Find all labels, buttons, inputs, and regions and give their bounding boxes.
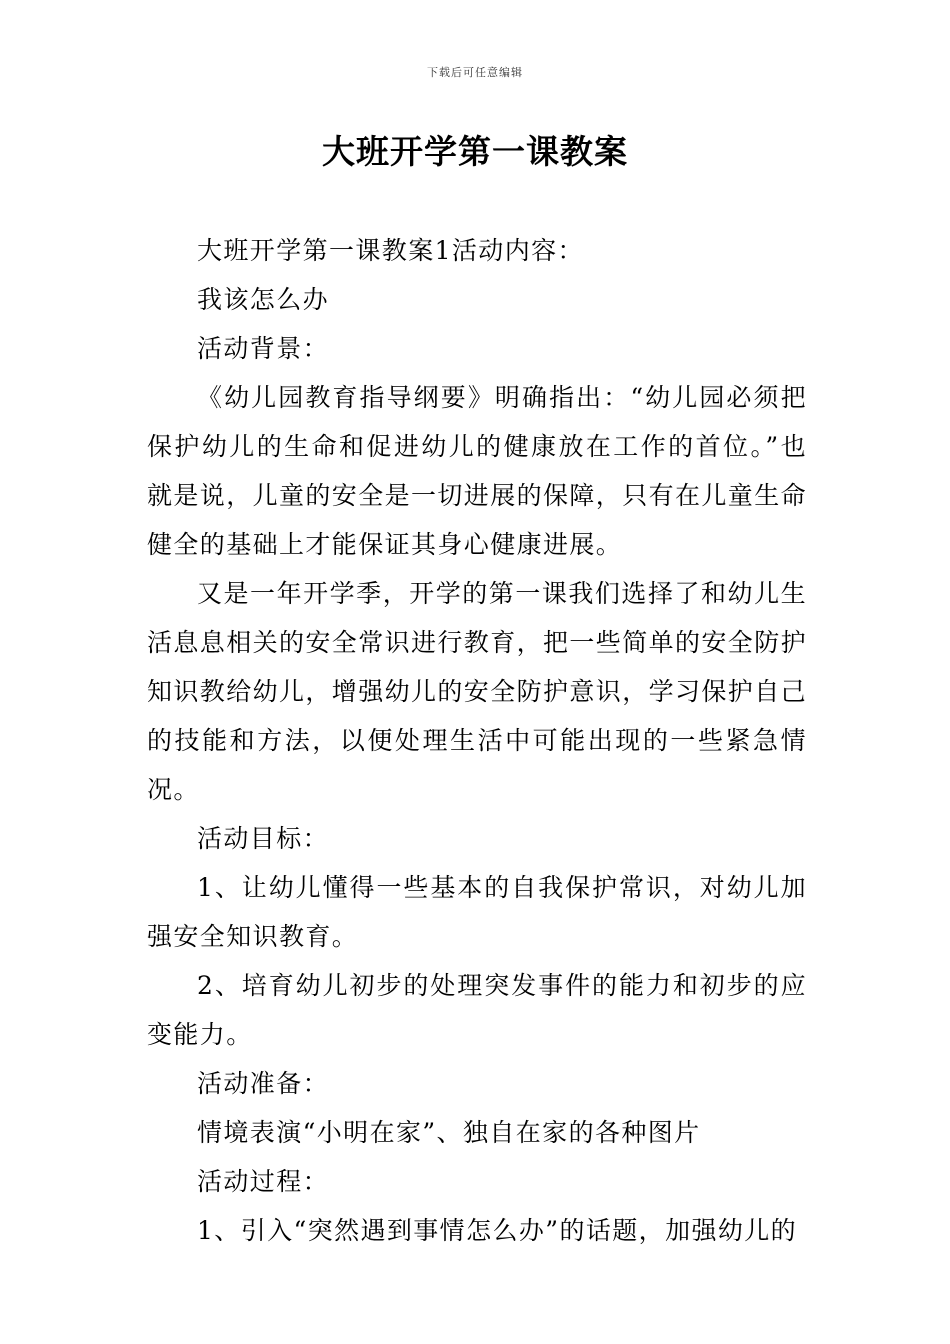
paragraph: 1、引入“突然遇到事情怎么办”的话题，加强幼儿的 bbox=[197, 1216, 798, 1245]
paragraph: 活动过程： bbox=[197, 1167, 330, 1196]
paragraph: 2、培育幼儿初步的处理突发事件的能力和初步的应变能力。 bbox=[147, 971, 807, 1049]
paragraph: 1、让幼儿懂得一些基本的自我保护常识，对幼儿加强安全知识教育。 bbox=[147, 873, 807, 951]
document-body bbox=[147, 226, 807, 1255]
paragraph: 《幼儿园教育指导纲要》明确指出：“幼儿园必须把保护幼儿的生命和促进幼儿的健康放在工作的首位。”也就是说，儿童的安全是一切进展的保障，只有在儿童生命健全的基础上才能保证其身心健康进展。 bbox=[147, 383, 808, 559]
header-note: 下载后可任意编辑 bbox=[427, 66, 523, 79]
document-title: 大班开学第一课教案 bbox=[322, 132, 628, 171]
paragraph: 我该怎么办 bbox=[197, 285, 330, 314]
paragraph: 活动准备： bbox=[197, 1069, 330, 1098]
paragraph: 活动背景： bbox=[197, 334, 330, 363]
paragraph: 大班开学第一课教案1活动内容： bbox=[197, 236, 584, 265]
paragraph: 活动目标： bbox=[197, 824, 330, 853]
paragraph: 情境表演“小明在家”、独自在家的各种图片 bbox=[197, 1118, 701, 1147]
paragraph: 又是一年开学季，开学的第一课我们选择了和幼儿生活息息相关的安全常识进行教育，把一些简单的安全防护知识教给幼儿，增强幼儿的安全防护意识，学习保护自己的技能和方法，以便处理生活中可能出现的一些紧急情况。 bbox=[147, 579, 808, 804]
